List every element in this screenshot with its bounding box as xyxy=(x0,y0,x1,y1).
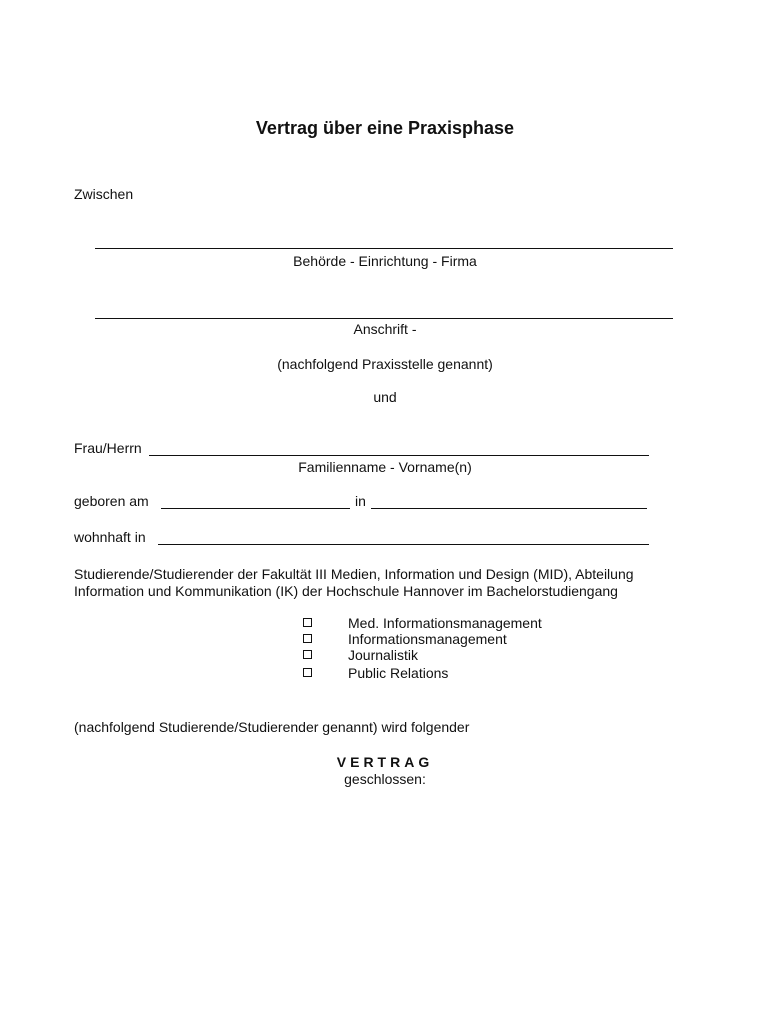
studierende-note: (nachfolgend Studierende/Studierender genannt) wird folgender xyxy=(74,719,470,735)
institution-caption: Behörde - Einrichtung - Firma xyxy=(293,253,477,269)
program-label: Journalistik xyxy=(348,647,419,663)
checkbox-public-relations[interactable] xyxy=(303,668,312,677)
name-caption: Familienname - Vorname(n) xyxy=(298,459,472,475)
wohnhaft-label: wohnhaft in xyxy=(74,529,146,545)
checkbox-journalistik[interactable] xyxy=(303,650,312,659)
geboren-label: geboren am xyxy=(74,493,149,509)
checkbox-med-informationsmanagement[interactable] xyxy=(303,618,312,627)
document-title: Vertrag über eine Praxisphase xyxy=(255,118,515,138)
intro-text: Zwischen xyxy=(74,186,134,202)
birth-place-field[interactable] xyxy=(371,508,647,509)
frau-herrn-label: Frau/Herrn xyxy=(74,440,142,456)
und-text: und xyxy=(373,389,397,405)
institution-field[interactable] xyxy=(95,248,673,249)
geschlossen-text: geschlossen: xyxy=(344,771,426,787)
address-field[interactable] xyxy=(95,318,673,319)
program-label: Public Relations xyxy=(348,665,449,681)
birth-date-field[interactable] xyxy=(161,508,350,509)
program-label: Informationsmanagement xyxy=(348,631,507,647)
praxisstelle-note: (nachfolgend Praxisstelle genannt) xyxy=(277,356,493,372)
studierende-line-2: Information und Kommunikation (IK) der Hochschule Hannover im Bachelorstudiengang xyxy=(74,583,618,599)
address-caption: Anschrift - xyxy=(353,321,417,337)
checkbox-informationsmanagement[interactable] xyxy=(303,634,312,643)
vertrag-heading: VERTRAG xyxy=(336,754,434,770)
program-label: Med. Informationsmanagement xyxy=(348,615,542,631)
name-field[interactable] xyxy=(149,455,649,456)
studierende-line-1: Studierende/Studierender der Fakultät III Medien, Information und Design (MID), Abteilung xyxy=(74,566,634,582)
residence-field[interactable] xyxy=(158,544,649,545)
in-label: in xyxy=(355,493,366,509)
